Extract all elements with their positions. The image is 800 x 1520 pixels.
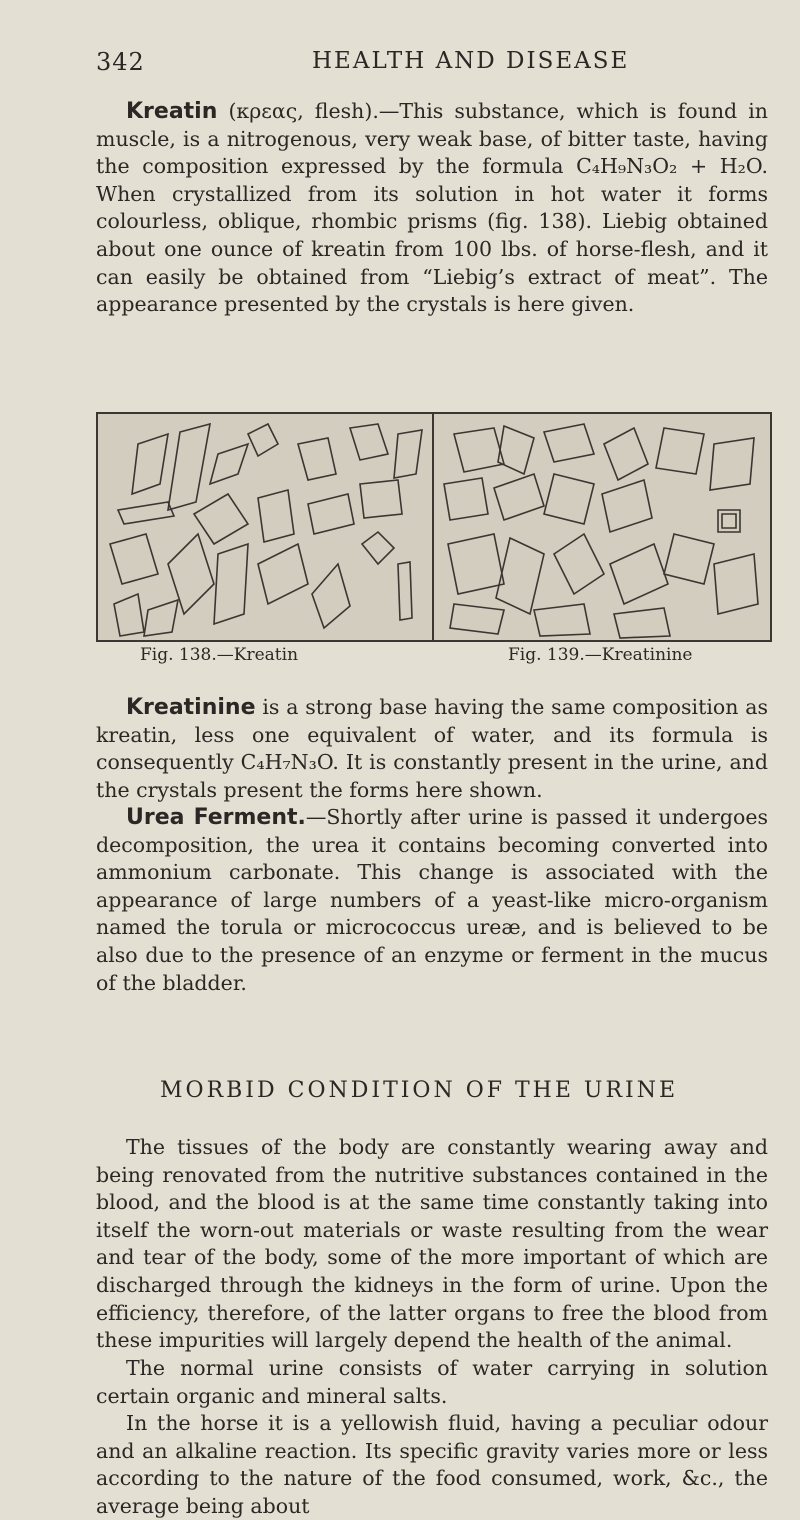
horse-urine-paragraph: In the horse it is a yellowish fluid, having a peculiar odour and an alkaline reaction. Its specific gravity varies more or less according to the nature of the food consumed, work, &c., the average being about — [96, 1411, 768, 1518]
kreatinine-term: Kreatinine — [126, 695, 256, 720]
kreatinine-crystals-illustration — [434, 414, 770, 640]
page-number: 342 — [96, 48, 145, 76]
urea-ferment-term: Urea Ferment. — [126, 805, 306, 830]
kreatin-crystals-illustration — [98, 414, 434, 640]
kreatin-text: (κρεας, flesh).—This substance, which is found in muscle, is a nitrogenous, very weak base, of bitter taste, having the composition expressed by the formula C₄H₉N₃O₂ + H₂O. When crystallized from its solution in hot water it forms colourless, oblique, rhombic prisms (fig. 138). Liebig obtained about one ounce of kreatin from 100 lbs. of horse-flesh, and it can easily be obtained from “Liebig’s extract of meat”. The appearance presented by the crystals is here given. — [96, 99, 768, 317]
page-header — [96, 48, 736, 88]
urea-ferment-paragraph — [96, 804, 768, 997]
figure-138-kreatin — [96, 412, 436, 642]
running-head: HEALTH AND DISEASE — [312, 48, 630, 74]
urea-ferment-text: —Shortly after urine is passed it undergoes decomposition, the urea it contains becoming converted into ammonium carbonate. This change is associated with the appearance of large numbers of a yeast-like micro-organism named the torula or micrococcus ureæ, and is believed to be also due to the presence of an enzyme or ferment in the mucus of the bladder. — [96, 805, 768, 995]
figure-139-kreatinine — [432, 412, 772, 642]
normal-urine-paragraph: The normal urine consists of water carrying in solution certain organic and mineral salts. — [96, 1356, 768, 1408]
kreatinine-text: is a strong base having the same composition as kreatin, less one equivalent of water, and its formula is consequently C₄H₇N₃O. It is constantly present in the urine, and the crystals present the forms here shown. — [96, 695, 768, 802]
figure-138-caption: Fig. 138.—Kreatin — [140, 645, 299, 665]
section-title: MORBID CONDITION OF THE URINE — [160, 1078, 679, 1103]
tissues-paragraph: The tissues of the body are constantly wearing away and being renovated from the nutritive substances contained in the blood, and the blood is at the same time constantly taking into itself the worn-out materials or waste resulting from the wear and tear of the body, some of the more important of which are discharged through the kidneys in the form of urine. Upon the efficiency, therefore, of the latter organs to free the blood from these impurities will largely depend the health of the animal. — [96, 1135, 768, 1353]
figure-139-caption: Fig. 139.—Kreatinine — [508, 645, 693, 665]
kreatinine-paragraph — [96, 694, 768, 804]
kreatin-term: Kreatin — [126, 99, 218, 124]
kreatin-paragraph — [96, 98, 768, 319]
